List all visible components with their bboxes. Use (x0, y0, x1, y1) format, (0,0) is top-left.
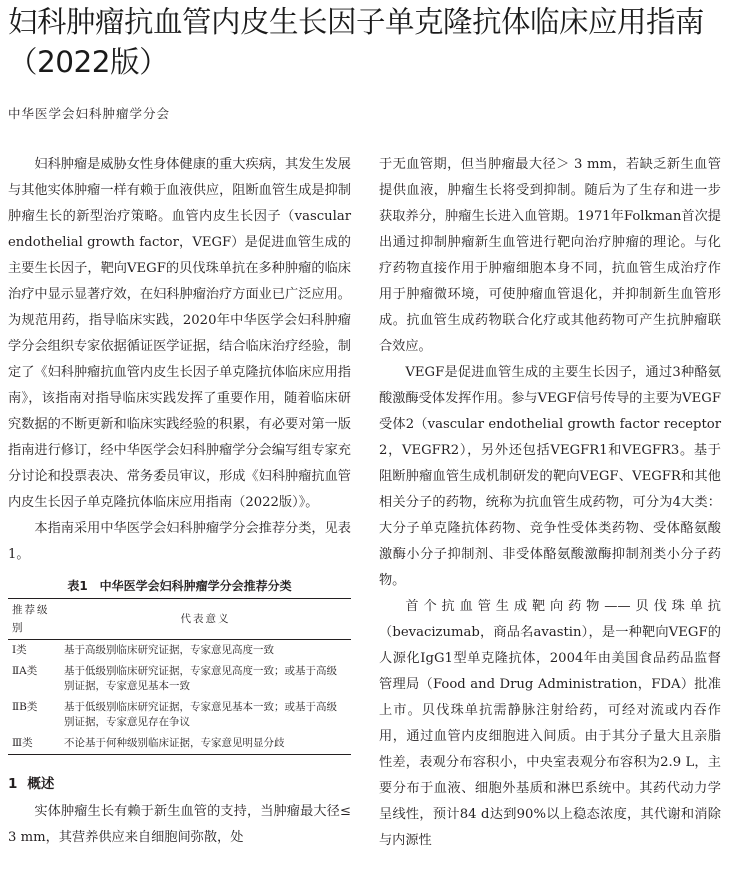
intro-paragraph: 妇科肿瘤是威胁女性身体健康的重大疾病，其发生发展与其他实体肿瘤一样有赖于血液供应，阻断血管生成是抑制肿瘤生长的新型治疗策略。血管内皮生长因子（vascular endothelial growth factor，VEGF）是促进血管生成的主要生长因子，靶向VEGF的贝伐珠单抗在多种肿瘤的临床治疗中显示显著疗效，在妇科肿瘤治疗方面业已广泛应用。为规范用药，指导临床实践，2020年中华医学会妇科肿瘤学分会组织专家依据循证医学证据，结合临床治疗经验，制定了《妇科肿瘤抗血管内皮生长因子单克隆抗体临床应用指南》，该指南对指导临床实践发挥了重要作用，随着临床研究数据的不断更新和临床实践经验的积累，有必要对第一版指南进行修订，经中华医学会妇科肿瘤学分会编写组专家充分讨论和投票表决、常务委员审议，形成《妇科肿瘤抗血管内皮生长因子单克隆抗体临床应用指南（2022版）》。 (8, 157, 351, 510)
left-column (8, 152, 351, 851)
table-cell-meaning: 基于高级别临床研究证据，专家意见高度一致 (64, 644, 274, 656)
table-row (8, 733, 351, 755)
table-title: 表1 中华医学会妇科肿瘤学分会推荐分类 (67, 579, 292, 593)
section-heading (8, 773, 351, 795)
recommendation-table (8, 598, 351, 755)
table-reference-paragraph: 本指南采用中华医学会妇科肿瘤学分会推荐分类，见表1。 (8, 521, 351, 562)
table-cell-level: ⅡB类 (12, 701, 38, 713)
table-cell-level: ⅡA类 (12, 665, 38, 677)
table-header-meaning: 代表意义 (60, 599, 351, 640)
table-cell-level: Ⅲ类 (12, 737, 33, 749)
author-line: 中华医学会妇科肿瘤学分会 (8, 106, 171, 121)
table-cell-meaning: 基于低级别临床研究证据，专家意见基本一致；或基于高级别证据，专家意见存在争议 (64, 701, 337, 728)
table-cell-meaning: 基于低级别临床研究证据，专家意见高度一致；或基于高级别证据，专家意见基本一致 (64, 665, 337, 692)
right-column (379, 152, 721, 854)
vegf-paragraph: VEGF是促进血管生成的主要生长因子，通过3种酪氨酸激酶受体发挥作用。参与VEGF信号传导的主要为VEGF受体2（vascular endothelial growth factor receptor 2，VEGFR2），另外还包括VEGFR1和VEGFR3。基于阻断肿瘤血管生成机制研发的靶向VEGF、VEGFR和其他相关分子的药物，统称为抗血管生成药物，可分为4大类：大分子单克隆抗体药物、竞争性受体类药物、受体酪氨酸激酶小分子抑制剂、非受体酪氨酸激酶抑制剂类小分子药物。 (379, 365, 721, 588)
section-number: 1 (8, 776, 18, 792)
table-cell-level: Ⅰ类 (12, 644, 27, 656)
continued-paragraph: 于无血管期，但当肿瘤最大径＞ 3 mm，若缺乏新生血管提供血液，肿瘤生长将受到抑制。随后为了生存和进一步获取养分，肿瘤生长进入血管期。1971年Folkman首次提出通过抑制肿瘤新生血管进行靶向治疗肿瘤的理论。与化疗药物直接作用于肿瘤细胞本身不同，抗血管生成治疗作用于肿瘤微环境，可使肿瘤血管退化，并抑制新生血管形成。抗血管生成药物联合化疗或其他药物可产生抗肿瘤联合效应。 (379, 157, 721, 354)
article-title: 妇科肿瘤抗血管内皮生长因子单克隆抗体临床应用指南（2022版） (8, 5, 705, 79)
table-row (8, 640, 351, 662)
section-paragraph: 实体肿瘤生长有赖于新生血管的支持，当肿瘤最大径≤ 3 mm，其营养供应来自细胞间弥散，处 (8, 804, 351, 845)
table-row (8, 661, 351, 697)
table-header-row (8, 599, 351, 640)
section-title: 概述 (27, 776, 55, 792)
table-row (8, 697, 351, 733)
bevacizumab-paragraph: 首个抗血管生成靶向药物——贝伐珠单抗（bevacizumab，商品名avastin），是一种靶向VEGF的人源化IgG1型单克隆抗体，2004年由美国食品药品监督管理局（Food and Drug Administration，FDA）批准上市。贝伐珠单抗需静脉注射给药，可经对流或内吞作用，通过血管内皮细胞进入间质。由于其分子量大且亲脂性差，表观分布容积小，中央室表观分布容积为2.9 L，主要分布于血液、细胞外基质和淋巴系统中。其药代动力学呈线性，预计84 d达到90%以上稳态浓度，其代谢和消除与内源性 (379, 599, 721, 848)
table-header-level: 推荐级别 (8, 599, 60, 640)
table-cell-meaning: 不论基于何种级别临床证据，专家意见明显分歧 (64, 737, 285, 749)
